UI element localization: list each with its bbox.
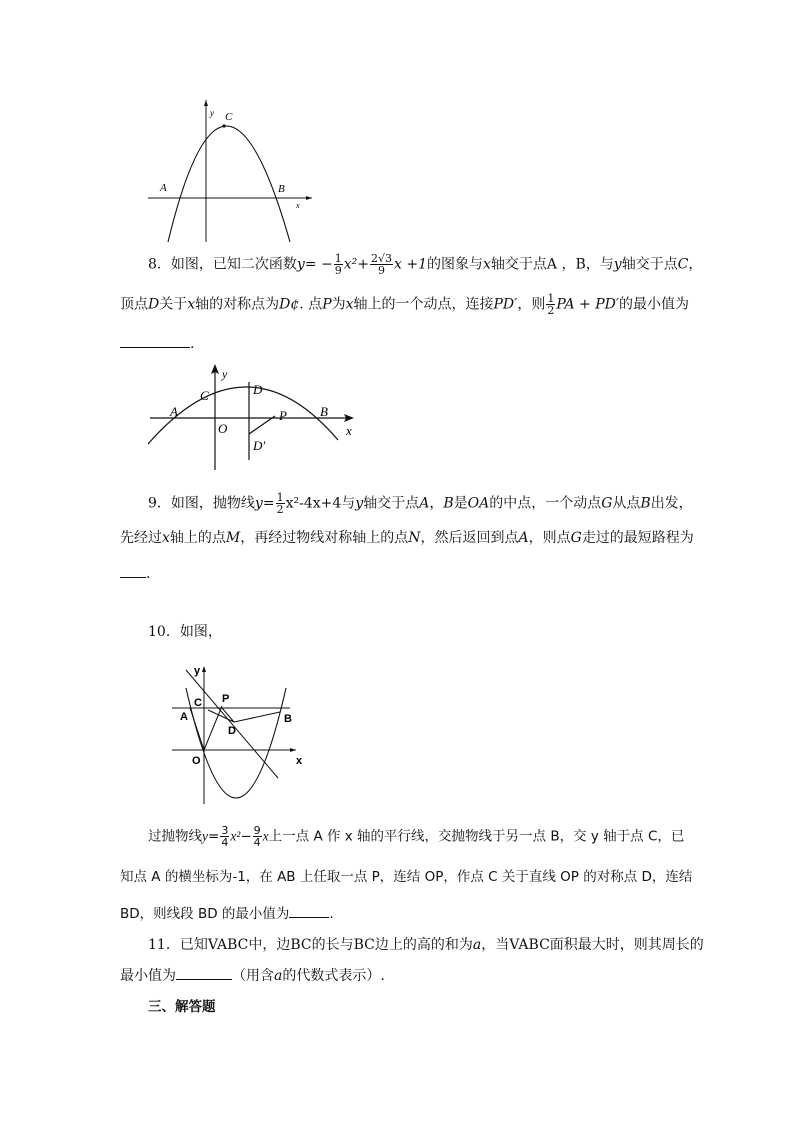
q8-text: 关于 (159, 296, 188, 313)
q11-text: 的长与 (311, 937, 354, 953)
math-var: x (345, 296, 354, 313)
segment-pdprime (249, 416, 275, 434)
fraction: $\frac{1}{9}$ (334, 252, 342, 277)
q9-text: ， (429, 495, 444, 512)
q9-text: 出发， (650, 495, 693, 512)
math-var: x (187, 296, 196, 313)
math-var: PA + PD′ (556, 296, 620, 313)
label-c: C (200, 388, 209, 403)
math-var: x +1 (394, 256, 428, 273)
math-var: G (570, 530, 582, 546)
label-d: D (253, 382, 263, 397)
q8-text: . 点 (299, 296, 323, 313)
q9-text: 与 (341, 495, 356, 512)
q10-line3 (120, 903, 334, 924)
math-var: P (322, 296, 332, 313)
q8-line1 (148, 253, 702, 276)
math-var: M (225, 530, 241, 546)
q9-text: 是 (453, 495, 468, 512)
q8-line3 (120, 333, 194, 354)
q9-text: 先经过 (120, 530, 162, 546)
q8-text: 的图象与 (427, 256, 484, 273)
q8-text: 8．如图，已知二次函数 (148, 256, 297, 273)
q9-text: 从点 (612, 495, 641, 512)
math-var: A (419, 495, 430, 512)
label-b: B (284, 713, 292, 725)
q10-text: BD，则线段 BD 的最小值为 (120, 906, 290, 922)
q11-text: 中，边 (248, 937, 291, 953)
math-var: x (162, 530, 170, 546)
math-var: x² (343, 256, 358, 273)
label-b: B (320, 404, 328, 419)
y-label: y (194, 665, 201, 677)
math-var: y (296, 256, 305, 273)
fraction: $\frac{2√3}{9}$ (371, 252, 393, 277)
label-c: C (225, 111, 233, 123)
label-d: D (228, 725, 236, 737)
math-expr: x²-4x+4 (285, 495, 342, 512)
x-label: x (296, 201, 300, 210)
math-var: x (262, 828, 269, 844)
fraction: $\frac{1}{2}$ (276, 491, 284, 516)
answer-blank[interactable] (120, 333, 190, 348)
q11-text: 最小值为 (120, 968, 176, 984)
math-op: = (208, 828, 220, 845)
q10-text: . (329, 906, 334, 922)
math-var: a (274, 968, 283, 984)
label-c: C (194, 697, 202, 709)
q11-text: （用含 (232, 968, 274, 984)
y-label: y (222, 367, 228, 381)
math-expr: VABC (207, 937, 249, 953)
label-b: B (278, 183, 285, 195)
q11-text: 面积最大时，则其周长的 (549, 937, 704, 953)
q8-text: . (190, 336, 195, 352)
math-var: OA (467, 495, 490, 512)
math-var: B (640, 495, 651, 512)
fraction: $\frac{9}{4}$ (253, 824, 261, 849)
q8-text: 顶点 (120, 296, 148, 313)
figure-q10-parabola (168, 660, 308, 808)
q8-text: 为 (331, 296, 346, 313)
math-expr: VABC (509, 937, 550, 953)
q8-line2 (120, 293, 689, 316)
segment-bd (234, 712, 280, 722)
answer-blank[interactable] (120, 563, 146, 578)
math-var: y (613, 256, 622, 273)
q9-line1 (148, 492, 693, 515)
math-op: − (240, 828, 252, 845)
math-expr: BC (290, 937, 312, 953)
math-var: C (677, 256, 689, 273)
math-op: = (262, 495, 275, 512)
label-o: O (218, 421, 228, 436)
q8-text: 轴交于点 (621, 256, 678, 273)
q8-text: 轴的对称点为 (195, 296, 280, 313)
math-var: D (148, 296, 160, 313)
q11-text: 的代数式表示）. (282, 968, 385, 984)
math-var: B (443, 495, 454, 512)
math-var: D¢ (279, 296, 300, 313)
label-dprime: D′ (253, 438, 266, 453)
parabola-curve (168, 126, 290, 242)
label-a: A (180, 711, 188, 723)
math-var: PD′ (493, 296, 518, 313)
q8-text: ， (688, 256, 703, 273)
q8-text: 轴上的一个动点，连接 (353, 296, 494, 313)
q9-text: 轴交于点 (363, 495, 420, 512)
q9-text: ，则点 (528, 530, 571, 546)
q11-text: 11．已知 (148, 937, 208, 953)
math-op: = − (304, 256, 333, 273)
q9-text: 走过的最短路程为 (581, 530, 694, 546)
label-p: P (222, 693, 230, 705)
math-expr: BC (353, 937, 375, 953)
q11-line1 (148, 935, 704, 955)
math-var: N (408, 530, 421, 546)
q8-text: 的最小值为 (619, 296, 690, 313)
math-var: x² (230, 828, 241, 844)
math-var: A (518, 530, 529, 546)
math-var: y (254, 495, 263, 512)
q10-title: 10．如图， (148, 624, 222, 640)
q8-text: ，则 (517, 296, 546, 313)
answer-blank[interactable] (289, 903, 329, 918)
q11-text: ，当 (481, 937, 510, 953)
q10-line1 (148, 825, 684, 848)
section-heading: 三、解答题 (148, 999, 216, 1015)
q9-text: . (146, 566, 151, 582)
q9-line2 (120, 528, 694, 548)
math-var: a (472, 937, 482, 953)
q9-text: ，然后返回到点 (420, 530, 519, 546)
figure-q8-parabola (148, 362, 363, 474)
math-var: x (483, 256, 491, 273)
math-var: y (355, 495, 364, 512)
q9-text: 9．如图，抛物线 (148, 495, 255, 512)
x-label: x (346, 423, 352, 438)
figure-q7-parabola (140, 96, 320, 246)
label-a: A (160, 182, 167, 194)
q9-line3 (120, 563, 150, 584)
q11-line2 (120, 965, 385, 986)
fraction: $\frac{1}{2}$ (547, 292, 555, 317)
q11-text: 边上的高的和为 (374, 937, 473, 953)
label-a: A (170, 404, 178, 419)
fraction: $\frac{3}{4}$ (221, 824, 229, 849)
math-var: y (202, 828, 208, 844)
q9-text: 轴上的点 (169, 530, 226, 546)
q8-text: 轴交于点A ，B，与 (490, 256, 614, 273)
segment-oa (190, 708, 204, 750)
label-o: O (192, 755, 201, 767)
y-label: y (210, 108, 214, 118)
q10-text: 上一点 A 作 x 轴的平行线，交抛物线于另一点 B，交 y 轴于点 C，已 (268, 828, 685, 845)
label-p: P (279, 408, 287, 423)
x-label: x (296, 755, 303, 767)
q10-line2: 知点 A 的横坐标为-1，在 AB 上任取一点 P，连结 OP，作点 C 关于直线 OP 的对称点 D，连结 (120, 869, 693, 885)
math-var: G (601, 495, 613, 512)
point-c (222, 124, 225, 127)
answer-blank[interactable] (176, 965, 232, 980)
q9-text: 的中点，一个动点 (489, 495, 602, 512)
math-op: + (357, 256, 370, 273)
q10-text: 过抛物线 (148, 828, 202, 845)
q9-text: ，再经过物线对称轴上的点 (240, 530, 409, 546)
